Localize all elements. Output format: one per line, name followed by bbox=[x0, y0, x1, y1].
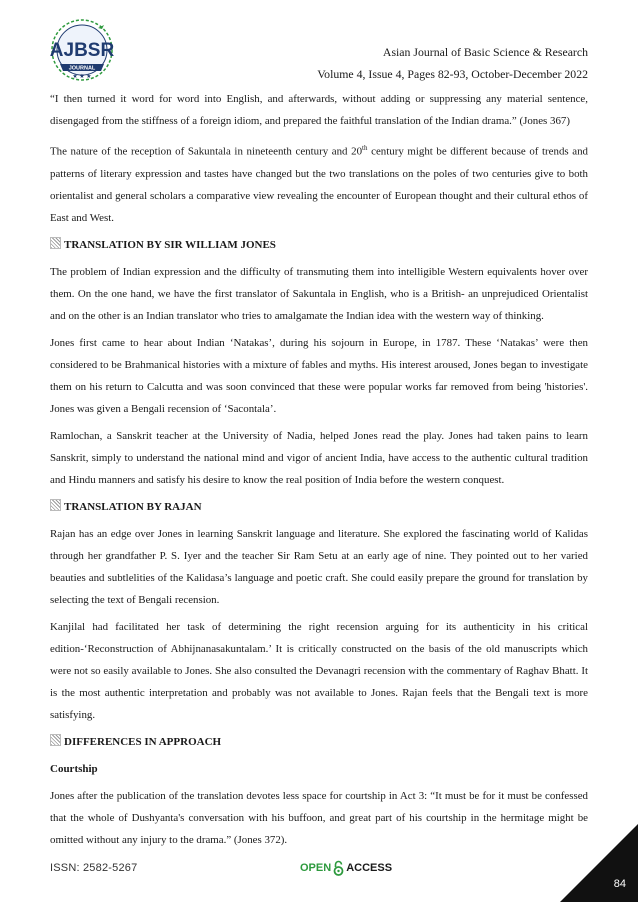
journal-logo-graphic bbox=[40, 18, 124, 82]
subsection-heading: Courtship bbox=[50, 762, 98, 775]
article-body bbox=[50, 88, 588, 856]
section-heading-text: TRANSLATION BY RAJAN bbox=[64, 500, 202, 513]
journal-header bbox=[317, 41, 588, 85]
paragraph: Jones first came to hear about Indian ‘Natakas’, during his sojourn in Europe, in 1787. These ‘Natakas’ were then considered to be Brahmanical histories with a mixture of fables and myths. His interest aroused, Jones began to investigate them on his return to Calcutta and was soon convinced that these were popular works far removed from being 'histories'. Jones was given a Bengali recension of ‘Sacontala’. bbox=[50, 336, 588, 415]
section-marker-icon bbox=[50, 237, 61, 249]
section-heading-text: DIFFERENCES IN APPROACH bbox=[64, 735, 222, 748]
access-label: ACCESS bbox=[346, 862, 393, 874]
page-number: 84 bbox=[613, 878, 626, 890]
logo-stars: ★ ★ ★ bbox=[72, 74, 92, 80]
journal-name: Asian Journal of Basic Science & Research bbox=[382, 45, 588, 59]
section-heading bbox=[50, 731, 588, 753]
paragraph bbox=[50, 137, 588, 229]
journal-logo bbox=[40, 18, 124, 82]
bird-icon bbox=[98, 25, 104, 29]
page-corner bbox=[560, 824, 638, 902]
paragraph: Ramlochan, a Sanskrit teacher at the University of Nadia, helped Jones read the play. Jones had taken pains to learn Sanskrit, simply to understand the national mind and vigor of ancient India, have access to the authentic cultural tradition and Hindu manners and satisfy his desire to know the real position of India before the western conquest. bbox=[50, 429, 588, 486]
paragraph: The problem of Indian expression and the difficulty of transmuting them into intelligible Western equivalents hover over them. On the one hand, we have the first translator of Sakuntala in English, who is a British- an unprejudiced Orientalist and on the other is an Indian translator who tries to amalgamate the Indian idea with the western way of thinking. bbox=[50, 265, 588, 322]
logo-title: AJBSR bbox=[49, 40, 115, 61]
footer-issn: ISSN: 2582-5267 bbox=[50, 862, 138, 874]
section-heading bbox=[50, 496, 588, 518]
section-heading-text: TRANSLATION BY SIR WILLIAM JONES bbox=[64, 238, 276, 251]
superscript: th bbox=[362, 144, 368, 152]
open-access-badge bbox=[300, 858, 392, 878]
section-marker-icon bbox=[50, 499, 61, 511]
section-marker-icon bbox=[50, 734, 61, 746]
paragraph: “I then turned it word for word into English, and afterwards, without adding or suppressing any material sentence, disengaged from the stiffness of a foreign idiom, and prepared the faithful translation of the Indian drama.” (Jones 367) bbox=[50, 93, 588, 127]
paragraph-text: century might be different because of trends and patterns of literary expression and tastes have changed but the two translations on the poles of two centuries give to both orientalist and general scholars a comparative view revealing the encounter of European thought and their cultural ethos of East and West. bbox=[50, 145, 588, 224]
open-label: OPEN bbox=[300, 862, 332, 874]
paragraph-text: The nature of the reception of Sakuntala in nineteenth century and 20 bbox=[50, 145, 363, 158]
paragraph: Rajan has an edge over Jones in learning Sanskrit language and literature. She explored the fascinating world of Kalidas through her grandfather P. S. Iyer and the teacher Sir Ram Setu at an early age of nine. They pointed out to her varied beauties and subtlelities of the Kalidasa’s language and poetic craft. She could easily prepare the ground for translation by selecting the text of Bengali recension. bbox=[50, 527, 588, 606]
logo-subtitle: JOURNAL bbox=[68, 65, 96, 72]
volume-info: Volume 4, Issue 4, Pages 82-93, October-December 2022 bbox=[317, 67, 588, 81]
paragraph: Jones after the publication of the translation devotes less space for courtship in Act 3: “It must be for it must be confessed that the whole of Dushyanta's conversation with his buffoon, and great part of his courtship in the hermitage might be omitted without any injury to the drama.” (Jones 372). bbox=[50, 789, 588, 846]
paragraph: Kanjilal had facilitated her task of determining the right recension arguing for its authenticity in his critical edition-‘Reconstruction of Abhijnanasakuntalam.’ It is critically constructed on the basis of the old manuscripts which were not so easily available to Jones. She also consulted the Devanagri recension with the commentary of Raghav Bhatt. It is the most authentic interpretation and probably was not available to Jones. Rajan feels that the Bengali text is more satisfying. bbox=[50, 620, 588, 721]
open-lock-icon bbox=[333, 860, 344, 876]
section-heading bbox=[50, 234, 588, 256]
